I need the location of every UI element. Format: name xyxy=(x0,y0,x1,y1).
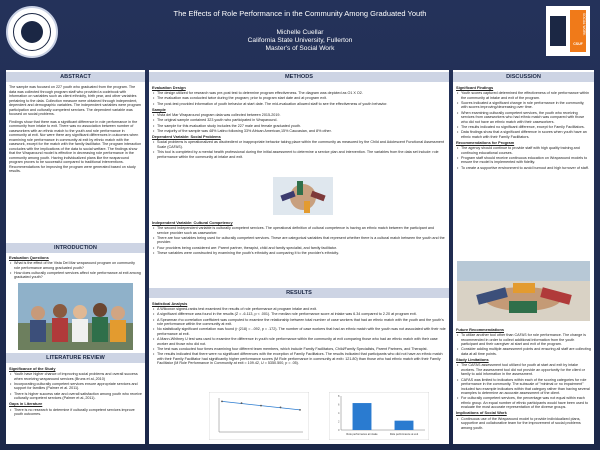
logo-school-text: CSUF xyxy=(573,42,583,46)
list-item: • Vista del Mar Wraparound program data was collected between 2015-2019. xyxy=(152,113,446,118)
list-item: • Continuous use of the Wraparound model to provide individualized plans, supportive and collaborative team for the improvement of social problems among youth. xyxy=(456,417,591,431)
list-item: • A Spearman rho correlation coefficient was computed to examine the relationship between total number of case workers that had an ethnic match with the youth and the youth's role performance within the community at exit. xyxy=(152,318,446,327)
list-item: • The evaluation was conducted twice during the program; prior to program start date and at program exit. xyxy=(152,96,446,101)
methods-body xyxy=(152,84,446,160)
list-item: • The sample for this evaluation study includes the 227 male and female graduated youth. xyxy=(152,124,446,129)
list-item: • A significant difference was found in the results (Z = -6.113, p < .001). The median role performance score at intake was 6.34 compared to 2.20 at program exit. xyxy=(152,312,446,317)
scatter-point-4 xyxy=(299,409,301,411)
photo-illustration xyxy=(457,261,590,321)
chart-frame xyxy=(209,392,309,440)
list-item: • The second independent variable is culturally competent services. The operational definition of cultural competence is having an ethnic match between the participant and service provider such as caseworker. xyxy=(152,226,446,235)
introduction-body xyxy=(9,254,142,281)
list-item: • To create a supportive environment to avoid burnout and high turnover of staff. xyxy=(456,166,591,171)
abstract-body xyxy=(9,85,142,177)
list-item: • No statistically significant correlation was found (r (218) = -.092, p = .172). The number of case workers that had an ethnic match with the youth was not associated with their role performance at exit. xyxy=(152,327,446,336)
abstract-paragraph: Findings show that there was a significant difference in role performance in the community from intake to exit. There was no association between number of caseworkers with an ethnic match to the youth and role performance in community at exit. Nor were there any significant differences in outcomes when examining role performance in community at exit by ethnic match with the casework, except for the match with the family facilitator. The program interaction concludes with the implications of the data to social welfare. The findings show that the Wraparound model is effective in decreasing role performance in the community among youth. Having individualized plans like the wraparound program proves to be successful compared to traditional interventions. Recommendations for improving the program were generated based on study results. xyxy=(9,119,142,173)
evaluation-questions-subheading: Evaluation Questions xyxy=(9,254,49,260)
future-recommendations-subheading: Future Recommendations xyxy=(456,326,504,332)
seal-center xyxy=(21,21,43,43)
y-tick-label: 2 xyxy=(338,420,340,424)
list-item: • How does culturally competent services affect role performance at exit among graduated youth? xyxy=(9,271,142,280)
dependent-variable-subheading: Dependent Variable: Social Problems xyxy=(152,133,221,139)
list-item: • A Mann-Whitney U test was used to examine the difference in youth role performance within the community at exit comparing those who had an ethnic match with their case worker and those who did not. xyxy=(152,337,446,346)
literature-review-heading: LITERATURE REVIEW xyxy=(6,353,145,363)
youth-group-photo xyxy=(18,283,133,350)
photo-illustration xyxy=(273,177,333,215)
intake-exit-bar-chart xyxy=(329,392,429,440)
methods-heading: METHODS xyxy=(149,72,449,82)
list-item: • There is higher success rate and overall satisfaction among youth who receive culturally competent services (Palmer et al.,2011). xyxy=(9,392,142,401)
bar-1 xyxy=(395,421,414,430)
list-item: • The post-test provided information of youth behavior at start date. The mid-evaluation allowed staff to see the effectiveness of youth behavior. xyxy=(152,102,446,107)
list-item: • Scores indicated a significant change in role performance in the community, with scores improving/decreasing over time. xyxy=(456,101,591,110)
list-item: • These variables were constructed by examining the youth's ethnicity and comparing it to the provider's ethnicity. xyxy=(152,251,446,256)
list-item: • The design utilized for research was pre-post test to determine program effectiveness. The diagram was depicted as O1 X O2. xyxy=(152,91,446,96)
scatter-point-1 xyxy=(241,402,243,404)
teamwork-photo xyxy=(273,177,333,215)
list-item: • Program staff should receive continuous education on Wraparound models to ensure the model is implemented with fidelity. xyxy=(456,156,591,165)
list-item: • Youth have higher chance of improving social problems and overall success when receiving wraparound services (Bruns et al.,2010) xyxy=(9,372,142,381)
list-item: • What is the effect of the Vista Del Mar wraparound program on community role performance among graduated youth? xyxy=(9,261,142,270)
bar-0 xyxy=(353,403,372,430)
list-item: • For culturally competent services, the percentage was not equal within each ethnic group. An equal number of ethnic participants would have been used to evaluate the most accurate representation of the diverse groups. xyxy=(456,396,591,410)
y-tick-label: 4 xyxy=(338,412,340,415)
csuf-social-work-logo xyxy=(546,6,590,56)
correlation-scatter-chart xyxy=(209,392,309,440)
y-tick-label: 8 xyxy=(338,395,340,398)
logo-program-text: SOCIAL WORK xyxy=(582,12,586,36)
list-item: • A Wilcoxon signed-ranks test examined the results of role performance at program intake and exit. xyxy=(152,307,446,312)
study-limitations-subheading: Study Limitations xyxy=(456,356,489,362)
team-hands-photo xyxy=(457,261,590,321)
list-item: • CAFAS was limited to indicators within each of the scoring categories for role performance in the community. The subscale of "minimal or no impairment" included two example indicators within that category rather than having several examples to determine an accurate assessment of the client. xyxy=(456,378,591,396)
gaps-subheading: Gaps in Literature xyxy=(9,401,43,407)
left-column xyxy=(6,70,145,444)
category-label-0: Role performance at intake xyxy=(346,433,378,436)
results-heading: RESULTS xyxy=(149,288,449,298)
list-item: • The majority of the sample was 48% Latino following 33% African American,15% Caucasian, and 8% other. xyxy=(152,129,446,134)
list-item: • When examining culturally competent services, the youth who receiving services from caseworkers who had ethnic match was compared with those who did not have an ethnic match with their caseworkers. xyxy=(456,111,591,125)
introduction-heading: INTRODUCTION xyxy=(6,243,145,253)
significant-findings-subheading: Significant Findings xyxy=(456,84,494,90)
photo-illustration xyxy=(18,283,133,350)
recommendations-subheading: Recommendations for Program xyxy=(456,139,515,145)
list-item: • Consider adding multiple assessment points and ensuring all staff are collecting data at all time points. xyxy=(456,347,591,356)
y-tick-label: 0 xyxy=(338,429,340,432)
scatter-point-3 xyxy=(280,406,282,408)
list-item: • The CAFAS assessment tool utilized for youth at start and exit by intake workers. The assessment tool did not provide an opportunity for the client or family to add information in the assessment. xyxy=(456,363,591,377)
list-item: • The original sample contained 323 youth who participated in Wraparound. xyxy=(152,118,446,123)
list-item: • The results indicated no significant difference, except for Family Facilitators. xyxy=(456,125,591,130)
evaluation-design-subheading: Evaluation Design xyxy=(152,84,186,90)
list-item: • Incorporating culturally competent services ensure appropriate services and support for families (Palmer et al. 2011). xyxy=(9,382,142,391)
independent-variable-subheading: Independent Variable: Cultural Competency xyxy=(152,219,233,225)
university-seal-logo xyxy=(6,6,58,58)
implications-subheading: Implications of Social Work xyxy=(456,410,507,416)
y-tick-label: 6 xyxy=(338,403,340,407)
university-name: California State University, Fullerton xyxy=(247,37,353,44)
sample-subheading: Sample xyxy=(152,106,166,112)
list-item: • Social problems is operationalized as disobedient or inappropriate behavior taking place within the community as measured by the Child and Adolescent Functional Assessment Scale (CAFAS). xyxy=(152,140,446,149)
results-body xyxy=(152,300,446,367)
significance-subheading: Significance of the Study xyxy=(9,365,56,371)
list-item: • The test was conducted four times examining four different team members, which include Family Facilitators, Child/Family Specialists, Parent Partners, and Therapist. xyxy=(152,347,446,352)
poster-title: The Effects of Role Performance in the Community Among Graduated Youth xyxy=(173,9,427,18)
abstract-heading: ABSTRACT xyxy=(6,72,145,82)
discussion-future xyxy=(456,326,591,431)
list-item: • To utilize another tool other than CAFAS for role performance. The change is recommended in order to collect additional information from the youth participant and their caregiver at start and exit of the program. xyxy=(456,333,591,347)
list-item: • There are four variables being used for culturally competent services. These are categorical variables that represent whether there is a cultural match between the youth and the provider. xyxy=(152,236,446,245)
poster-header xyxy=(0,0,600,66)
abstract-paragraph: The sample was focused on 227 youth who graduated from the program. The data was collected through program staff who provided a codebook with information on variables such as client ethnicity, birth year, and other variables pertaining to the data. Collection measure were obtained through independent, dependent and demographic variables. The independent variables were program participation and culturally competent services. The dependent variable was focused on social problems. xyxy=(9,85,141,116)
list-item: • There is no research to determine if culturally competent services improve youth outcomes. xyxy=(9,408,142,417)
scatter-point-2 xyxy=(260,405,262,407)
discussion-heading: DISCUSSION xyxy=(453,72,594,82)
program-name: Master's of Social Work xyxy=(265,45,335,52)
statistical-analysis-subheading: Statistical Analysis xyxy=(152,300,188,306)
list-item: • Youth scores captured determined the effectiveness of role performance within the community at intake and exit of the program. xyxy=(456,91,591,100)
middle-column xyxy=(149,70,449,444)
literature-review-body xyxy=(9,365,142,417)
list-item: • Four providers being considered are: Parent partner, therapist, child and family specialist, and family facilitator. xyxy=(152,246,446,251)
right-column xyxy=(453,70,594,444)
logo-mark xyxy=(550,16,566,46)
discussion-findings xyxy=(456,84,591,171)
list-item: • The results indicated that there were no significant differences with the exception of Family Facilitators. The results indicated that participants who did not have an ethnic match with their Family Facilitator had significantly higher performance scores (M Role performance in community at exit= 121.80) than those who had ethnic match with their Family Facilitator (M Role Performance in Community at exit = 109.42, U = 5350.500, p = .05). xyxy=(152,352,446,366)
list-item: • The agency should continue to provide staff with high quality training and continuing educational courses. xyxy=(456,146,591,155)
author-name: Michelle Cuellar xyxy=(276,29,324,36)
list-item: • This tool is completed by a mental health professional during the initial assessment to determine a service plan and intervention. The variables from the data set include: role performance within the community at intake and exit. xyxy=(152,150,446,159)
methods-body-continued xyxy=(152,219,446,256)
list-item: • Data findings show that a significant difference in scores when youth have an ethnic match with their Family Facilitators. xyxy=(456,130,591,139)
scatter-point-0 xyxy=(221,401,223,403)
category-label-1: Role performance at exit xyxy=(389,433,419,436)
